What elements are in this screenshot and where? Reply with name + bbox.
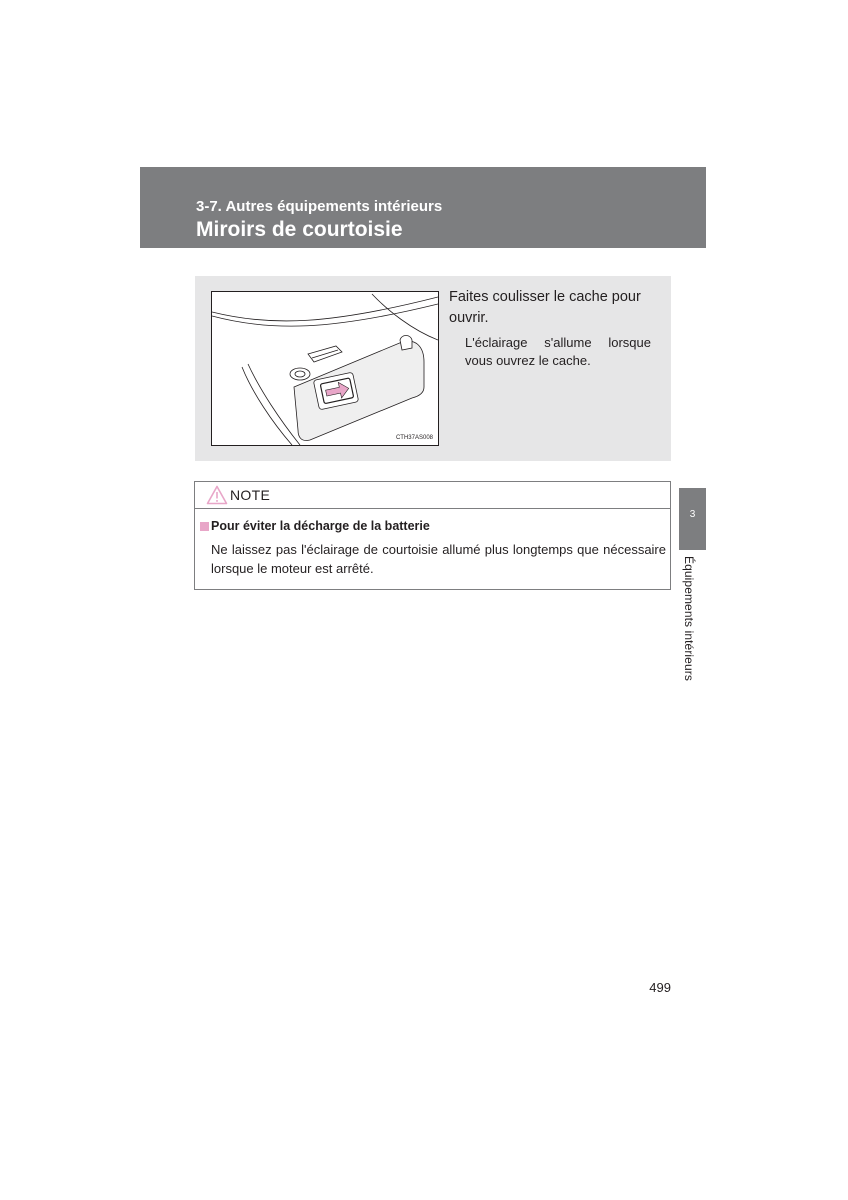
figure-panel [195, 276, 671, 461]
image-code: CTH37AS008 [395, 435, 433, 441]
note-bullet-icon [200, 522, 209, 531]
warning-triangle-icon [206, 485, 228, 505]
section-label: 3-7. Autres équipements intérieurs [196, 198, 443, 215]
note-box [194, 481, 671, 590]
instruction-text: Faites coulisser le cache pour ouvrir. [449, 289, 641, 326]
vanity-mirror-illustration [211, 291, 439, 446]
page-title: Miroirs de courtoisie [196, 218, 403, 241]
chapter-number: 3 [689, 509, 696, 520]
page-number: 499 [649, 980, 671, 995]
header-band [140, 167, 706, 248]
instruction-detail: L'éclairage s'allume lorsque vous ouvrez le cache. [465, 335, 651, 368]
chapter-tab [679, 488, 706, 550]
sun-visor-drawing [212, 292, 438, 445]
note-body: Ne laissez pas l'éclairage de courtoisie allumé plus longtemps que nécessaire lorsque le moteur est arrêté. [211, 542, 666, 576]
chapter-title: Équipements intérieurs [682, 556, 696, 681]
note-header [195, 482, 670, 509]
note-heading: Pour éviter la décharge de la batterie [211, 519, 430, 533]
note-label: NOTE [230, 487, 271, 503]
